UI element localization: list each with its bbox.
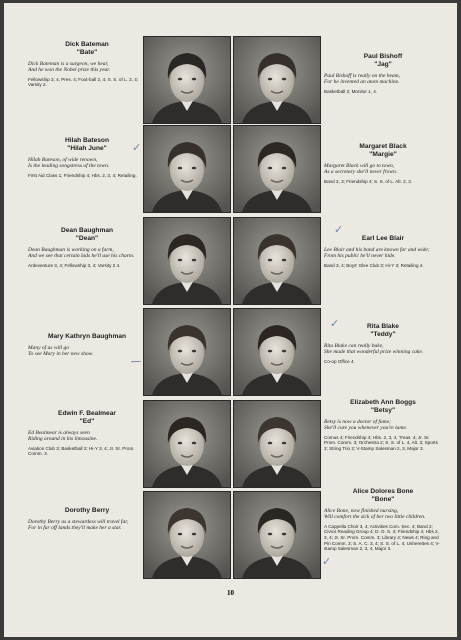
senior-entry [28,137,146,178]
page-number: 10 [227,589,234,597]
portrait-image [144,218,230,304]
student-verse: Paul Bishoff is really on the beam, For he invented an atom machine. [324,73,401,86]
student-verse: Dorothy Berry as a stewardess will travel far, For in far off lands they'll make her a star. [28,519,129,532]
student-name: Hilah Bateson [65,137,109,144]
senior-entry [28,410,146,457]
senior-entry [28,333,146,361]
student-name: Edwin F. Bealmear [58,410,116,417]
student-verse: Lee Blair and his band are known far and wide; From his public he'll never hide. [324,247,430,260]
student-activities: Band 2, 3; Friendship 4; S. S. of L. Alt. 2, 3. [324,178,413,184]
student-verse: Ed Bealmear is always seen Riding around in his limousine. [28,430,98,443]
senior-entry [324,323,442,364]
student-activities: Fellowship 3, 4, Pres. 4; Foot-ball 2, 4; S. S. of L. 2, 4; Varsity 2. [28,76,139,88]
student-nickname: "Dean" [75,235,99,242]
portrait-image [144,401,230,487]
portrait-image [234,401,320,487]
portrait-photo [143,400,231,488]
portrait-photo [233,308,321,396]
portrait-photo [143,36,231,124]
portrait-photo [143,308,231,396]
student-name: Dean Baughman [60,227,114,234]
student-verse: Dick Bateman is a surgeon, we hear, And he won the Nobel prize this year. [28,61,111,74]
student-nickname: "Hilah June" [67,145,107,152]
portrait-image [144,309,230,395]
student-name: Rita Blake [367,323,399,330]
student-nickname: "Betsy" [370,407,396,414]
senior-entry [324,488,442,552]
student-activities: Ardeventure 3, 4; Fellowship 3, 4; Varsity 2 4. [28,262,121,268]
senior-entry [28,41,146,88]
student-activities: Co-op Office 4. [324,358,355,364]
check-mark-icon: ✓ [322,555,332,568]
check-mark-icon: ✓ [334,223,344,236]
portrait-image [234,309,320,395]
portrait-image [234,37,320,123]
yearbook-page [4,3,457,637]
senior-entry [28,507,146,535]
senior-entry [324,143,442,184]
student-nickname: "Jag" [374,61,392,68]
student-verse: Betsy is now a doctor of fame; She'll cure you whenever you're lame. [324,419,408,432]
student-nickname: "Bate" [76,49,98,56]
student-verse: Alice Bone, now finished nursing, Will comfort the sick of her two little children. [324,508,426,521]
portrait-photo [143,217,231,305]
check-mark-icon: ✓ [330,317,340,330]
check-mark-icon: ✓ [132,141,142,154]
portrait-image [144,126,230,212]
portrait-photo [143,125,231,213]
portrait-image [144,37,230,123]
senior-entry [324,235,442,268]
student-name: Dorothy Berry [64,507,110,514]
senior-entry [324,399,442,452]
student-nickname: "Ed" [79,418,95,425]
portrait-photo [233,217,321,305]
student-name: Elizabeth Ann Boggs [350,399,416,406]
portrait-photo [143,491,231,579]
student-activities: Basketball 2; Monitor 1, 4. [324,88,378,94]
senior-entry [324,53,442,94]
student-name: Mary Kathryn Baughman [47,333,127,340]
portrait-photo [233,491,321,579]
student-activities: Aviation Club 3; Basketball 2; Hi-Y 3, 4; Jr. Sr. Prom. Comm. 3. [28,445,135,457]
student-activities: A Cappella Choir 3, 4; Activities Com. Sec. 4; Band 2; Civics Reading Group 4; D. O. S. 4; Friendship 4; Hbs 2, 3, 4; Jr. Sr. Prom. Comm. 3; Library 4; News 4; Ring and Pin Comm. 3; S. A. C. 3, 4; S. S. of L. 4; Usherettes 4; V-stamp Salesman 2, 3, 4, Major 3. [324,523,440,552]
portrait-photo [233,400,321,488]
student-nickname: "Margie" [369,151,397,158]
student-activities: Band 3, 4; Boys' Glee Club 3; Hi-Y 3; Retailing 4. [324,262,424,268]
student-activities: First Aid Class 1; Friendship 4; Hbs. 2, 3, 4; Retailing. [28,172,137,178]
portrait-image [234,218,320,304]
portrait-image [234,126,320,212]
student-activities: Comus 4; Friendship 4; Hbs. 2, 3, 4, Treas. 4; Jr. Sr. Prom. Comm. 3; Orchestra 2; S. S. of L. 4, Alt. 3; Sports 2; String Trio 2; V-Stamp Salesman 2, 3, Major 3. [324,434,438,451]
student-nickname: "Bone" [371,496,395,503]
student-name: Dick Bateman [65,41,109,48]
senior-entry [28,227,146,268]
student-name: Alice Dolores Bone [352,488,414,495]
portrait-image [234,492,320,578]
student-nickname: "Teddy" [370,331,396,338]
student-verse: Rita Blake can really bake, She made that wonderful prize winning cake. [324,343,424,356]
portrait-photo [233,36,321,124]
student-verse: Hilah Bateson, of wide renown, Is the leading songstress of the town. [28,157,110,170]
student-name: Margaret Black [359,143,407,150]
student-verse: Dean Baughman is working on a farm, And we see that certain lads he'll use his charm. [28,247,135,260]
student-name: Paul Bishoff [363,53,403,60]
portrait-photo [233,125,321,213]
student-verse: Many of us will go To see Mary in her new show. [28,345,94,358]
portrait-image [144,492,230,578]
student-verse: Margaret Black will go to town, As a secretary she'll never frown. [324,163,398,176]
student-name: Earl Lee Blair [361,235,405,242]
check-mark-icon: / [129,357,143,366]
